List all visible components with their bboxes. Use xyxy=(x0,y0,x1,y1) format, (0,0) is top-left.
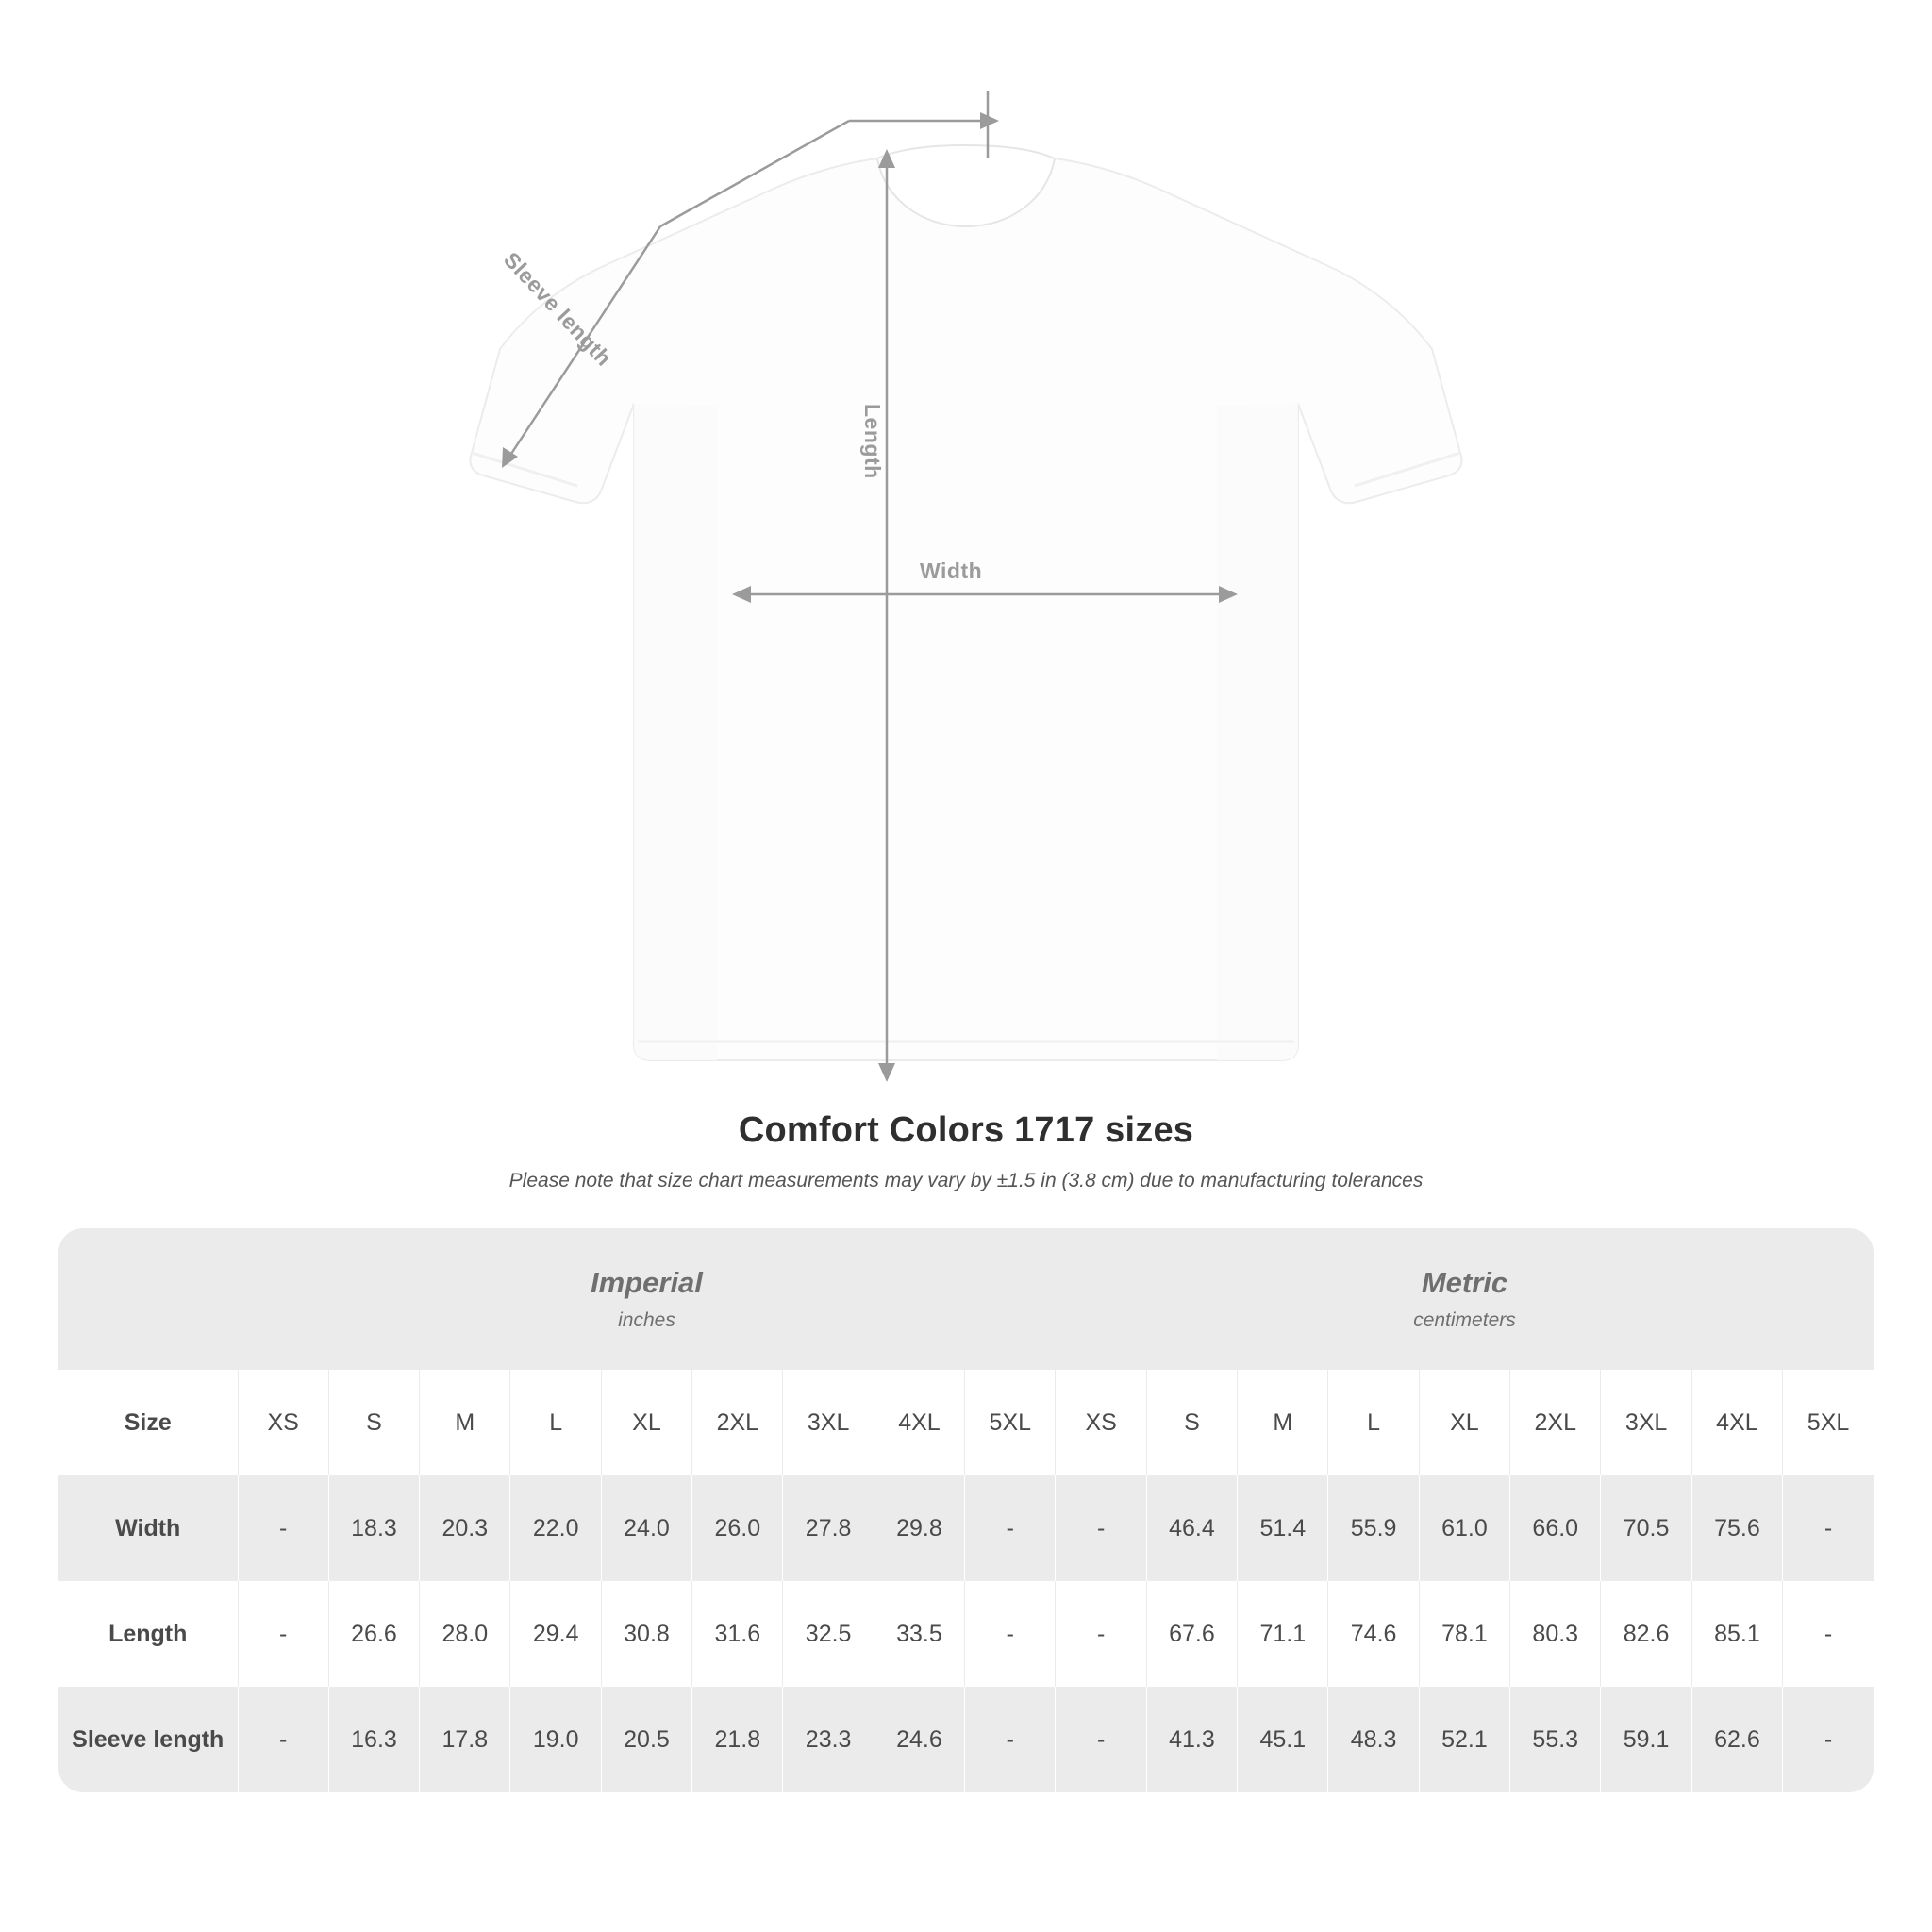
size-header-imperial-2xl: 2XL xyxy=(692,1370,783,1475)
row-label-width: Width xyxy=(58,1475,238,1581)
dimension-label-sleeve-length: Sleeve length xyxy=(498,247,617,371)
cell-sleeve-metric-m: 45.1 xyxy=(1238,1687,1328,1792)
unit-sub-metric: centimeters xyxy=(1413,1309,1516,1331)
size-header-imperial-m: M xyxy=(420,1370,510,1475)
size-header-metric-3xl: 3XL xyxy=(1601,1370,1691,1475)
cell-length-imperial-4xl: 33.5 xyxy=(874,1581,964,1687)
cell-width-metric-2xl: 66.0 xyxy=(1510,1475,1601,1581)
cell-width-metric-s: 46.4 xyxy=(1146,1475,1237,1581)
table-row xyxy=(58,1687,1874,1792)
cell-sleeve-imperial-xl: 20.5 xyxy=(601,1687,691,1792)
cell-length-imperial-3xl: 32.5 xyxy=(783,1581,874,1687)
cell-width-metric-m: 51.4 xyxy=(1238,1475,1328,1581)
cell-sleeve-imperial-2xl: 21.8 xyxy=(692,1687,783,1792)
cell-width-metric-xl: 61.0 xyxy=(1419,1475,1509,1581)
cell-length-metric-s: 67.6 xyxy=(1146,1581,1237,1687)
cell-sleeve-metric-xs: - xyxy=(1056,1687,1146,1792)
size-header-imperial-3xl: 3XL xyxy=(783,1370,874,1475)
cell-length-metric-3xl: 82.6 xyxy=(1601,1581,1691,1687)
title-block xyxy=(0,1110,1932,1192)
table-row xyxy=(58,1581,1874,1687)
unit-sub-imperial: inches xyxy=(618,1309,675,1331)
unit-header-spacer xyxy=(58,1228,238,1370)
unit-name-imperial: Imperial xyxy=(591,1266,703,1299)
size-header-imperial-xl: XL xyxy=(601,1370,691,1475)
cell-width-metric-xs: - xyxy=(1056,1475,1146,1581)
size-header-metric-m: M xyxy=(1238,1370,1328,1475)
size-header-metric-xl: XL xyxy=(1419,1370,1509,1475)
cell-sleeve-metric-4xl: 62.6 xyxy=(1691,1687,1782,1792)
size-header-imperial-5xl: 5XL xyxy=(965,1370,1056,1475)
cell-sleeve-imperial-xs: - xyxy=(238,1687,328,1792)
cell-length-metric-xs: - xyxy=(1056,1581,1146,1687)
dimension-label-length: Length xyxy=(860,404,885,479)
cell-length-metric-xl: 78.1 xyxy=(1419,1581,1509,1687)
cell-sleeve-metric-s: 41.3 xyxy=(1146,1687,1237,1792)
size-header-metric-l: L xyxy=(1328,1370,1419,1475)
cell-length-imperial-xs: - xyxy=(238,1581,328,1687)
cell-width-imperial-l: 22.0 xyxy=(510,1475,601,1581)
cell-sleeve-imperial-4xl: 24.6 xyxy=(874,1687,964,1792)
tolerance-note: Please note that size chart measurements may vary by ±1.5 in (3.8 cm) due to manufacturing tolerances xyxy=(508,1170,1424,1191)
cell-width-metric-4xl: 75.6 xyxy=(1691,1475,1782,1581)
unit-name-metric: Metric xyxy=(1421,1266,1508,1299)
size-header-imperial-l: L xyxy=(510,1370,601,1475)
unit-header-row xyxy=(58,1228,1874,1370)
cell-sleeve-imperial-m: 17.8 xyxy=(420,1687,510,1792)
tshirt-shape xyxy=(471,145,1462,1060)
row-label-length: Length xyxy=(58,1581,238,1687)
cell-sleeve-imperial-s: 16.3 xyxy=(328,1687,419,1792)
cell-sleeve-metric-l: 48.3 xyxy=(1328,1687,1419,1792)
cell-width-imperial-s: 18.3 xyxy=(328,1475,419,1581)
cell-width-imperial-m: 20.3 xyxy=(420,1475,510,1581)
cell-length-imperial-l: 29.4 xyxy=(510,1581,601,1687)
cell-length-metric-m: 71.1 xyxy=(1238,1581,1328,1687)
cell-width-metric-5xl: - xyxy=(1783,1475,1874,1581)
cell-width-imperial-xs: - xyxy=(238,1475,328,1581)
unit-header-metric xyxy=(1056,1228,1874,1370)
size-header-imperial-4xl: 4XL xyxy=(874,1370,964,1475)
size-header-metric-5xl: 5XL xyxy=(1783,1370,1874,1475)
cell-length-metric-2xl: 80.3 xyxy=(1510,1581,1601,1687)
cell-length-metric-5xl: - xyxy=(1824,1620,1833,1647)
row-label-sleeve-length: Sleeve length xyxy=(58,1687,238,1792)
cell-width-metric-l: 55.9 xyxy=(1328,1475,1419,1581)
size-table xyxy=(58,1228,1874,1792)
cell-sleeve-imperial-5xl: - xyxy=(965,1687,1056,1792)
cell-length-imperial-5xl: - xyxy=(965,1581,1056,1687)
size-header-imperial-s: S xyxy=(328,1370,419,1475)
cell-width-imperial-3xl: 27.8 xyxy=(783,1475,874,1581)
cell-sleeve-imperial-3xl: 23.3 xyxy=(783,1687,874,1792)
size-header-imperial-xs: XS xyxy=(238,1370,328,1475)
table-row xyxy=(58,1475,1874,1581)
cell-length-imperial-2xl: 31.6 xyxy=(692,1581,783,1687)
cell-length-imperial-xl: 30.8 xyxy=(601,1581,691,1687)
cell-width-imperial-5xl: - xyxy=(965,1475,1056,1581)
size-header-metric-2xl: 2XL xyxy=(1510,1370,1601,1475)
size-table-container xyxy=(58,1228,1874,1792)
cell-length-metric-l: 74.6 xyxy=(1328,1581,1419,1687)
cell-width-imperial-xl: 24.0 xyxy=(601,1475,691,1581)
cell-width-imperial-2xl: 26.0 xyxy=(692,1475,783,1581)
page-title: Comfort Colors 1717 sizes xyxy=(738,1110,1194,1150)
cell-width-imperial-4xl: 29.8 xyxy=(874,1475,964,1581)
cell-sleeve-metric-2xl: 55.3 xyxy=(1510,1687,1601,1792)
dimension-label-width: Width xyxy=(920,558,983,583)
cell-sleeve-metric-5xl: - xyxy=(1783,1687,1874,1792)
cell-length-metric-4xl: 85.1 xyxy=(1691,1581,1782,1687)
unit-header-imperial xyxy=(238,1228,1056,1370)
size-header-metric-s: S xyxy=(1146,1370,1237,1475)
size-header-row xyxy=(58,1370,1874,1475)
cell-length-imperial-s: 26.6 xyxy=(328,1581,419,1687)
cell-length-imperial-m: 28.0 xyxy=(420,1581,510,1687)
size-header-metric-xs: XS xyxy=(1056,1370,1146,1475)
cell-sleeve-metric-3xl: 59.1 xyxy=(1601,1687,1691,1792)
size-header-label: Size xyxy=(58,1370,238,1475)
size-header-metric-4xl: 4XL xyxy=(1691,1370,1782,1475)
cell-width-metric-3xl: 70.5 xyxy=(1601,1475,1691,1581)
cell-sleeve-imperial-l: 19.0 xyxy=(510,1687,601,1792)
cell-sleeve-metric-xl: 52.1 xyxy=(1419,1687,1509,1792)
